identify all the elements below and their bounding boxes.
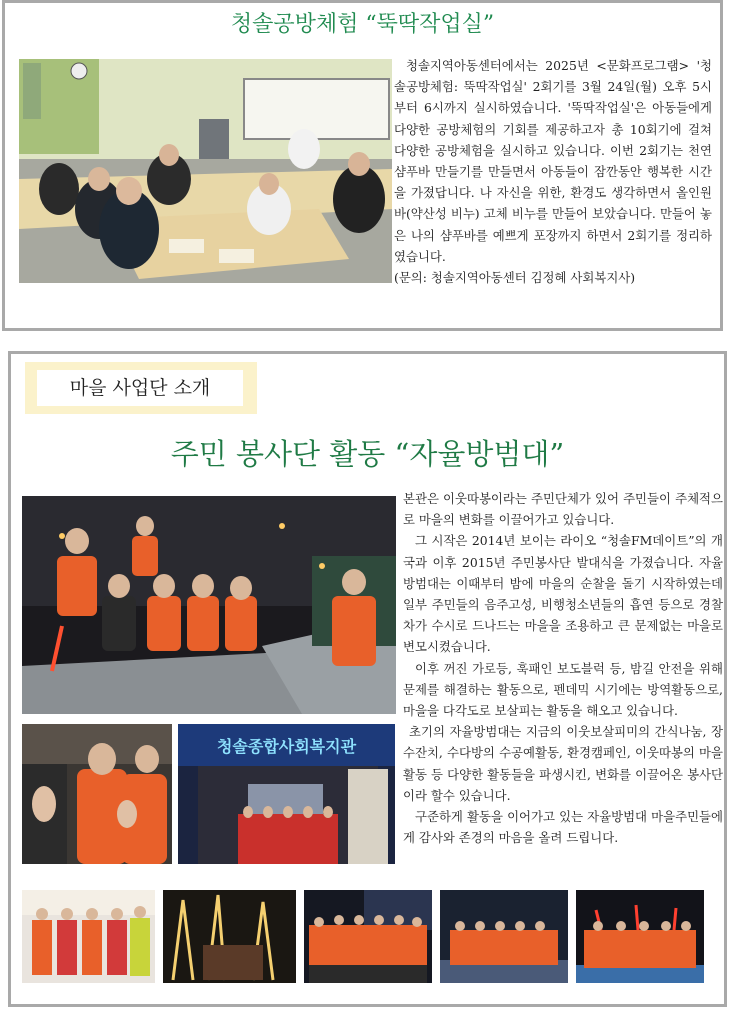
patrol-paragraph-5: 구준하게 활동을 이어가고 있는 자율방범대 마을주민들에게 감사와 존경의 마음을 올려 드립니다. — [403, 809, 723, 846]
patrol-paragraph-1: 본관은 이웃따봉이라는 주민단체가 있어 주민들이 주체적으로 마을의 변화를 이끌어가고 있습니다. — [403, 491, 723, 528]
patrol-group-night-photo — [22, 496, 396, 714]
patrol-photo-thumb-5 — [576, 890, 704, 983]
patrol-photo-thumb-1 — [22, 890, 155, 983]
patrol-photo-thumb-2 — [163, 890, 296, 983]
welfare-center-entrance-photo — [178, 724, 395, 864]
workshop-classroom-photo — [19, 59, 392, 283]
workshop-contact: (문의: 청솔지역아동센터 김정혜 사회복지사) — [394, 270, 636, 286]
workshop-body-text: 청솔지역아동센터에서는 2025년 <문화프로그램> '청솔공방체험: 뚝딱작업실' 2회기를 3월 24일(월) 오후 5시부터 6시까지 실시하였습니다. '뚝딱작업실'은 아동들에게 다양한 공방체험의 기회를 제공하고자 총 10회기에 걸쳐 다양한 공방체험을 실시하고 있습니다. 이번 2회기는 천연 샴푸바 만들기를 만들면서 아동들이 잠깐동안 행복한 시간을 가졌답니다. 나 자신을 위한, 환경도 생각하면서 올인원바(약산성 비누) 고체 비누를 만들어 보았습니다. 만들어 놓은 나의 샴푸바를 예쁘게 포장까지 하면서 2회기를 정리하였습니다. — [394, 58, 712, 264]
patrol-photo-thumb-4 — [440, 890, 568, 983]
section-badge — [25, 362, 257, 414]
workshop-body — [394, 55, 712, 288]
workshop-title: 청솔공방체험 “뚝딱작업실” — [230, 12, 495, 37]
patrol-article — [8, 351, 727, 1007]
patrol-paragraph-3: 이후 꺼진 가로등, 훅패인 보도블럭 등, 밤길 안전을 위해 문제를 해결하는 활동으로, 펜데믹 시기에는 방역활동으로, 마을을 다각도로 보살피는 활동을 해오고 있습니다. — [403, 660, 723, 719]
welfare-center-sign: 청솔종합사회복지관 — [216, 737, 357, 756]
patrol-volunteers-photo — [22, 724, 172, 864]
workshop-article — [2, 0, 723, 331]
patrol-photo-thumb-3 — [304, 890, 432, 983]
patrol-paragraph-4: 초기의 자율방범대는 지금의 이웃보살피미의 간식나눔, 장수잔치, 수다방의 수공예활동, 환경캠페인, 이웃따봉의 마을활동 등 다양한 활동들을 파생시킨, 변화를 이끌어온 봉사단이라 할수 있습니다. — [403, 724, 723, 803]
patrol-body — [403, 488, 723, 848]
patrol-title: 주민 봉사단 활동 “자율방범대” — [170, 437, 565, 471]
section-badge-label: 마을 사업단 소개 — [37, 370, 243, 406]
patrol-paragraph-2: 그 시작은 2014년 보이는 라이오 “청솔FM데이트”의 개국과 이후 2015년 주민봉사단 발대식을 가졌습니다. 자율방범대는 이때부터 밤에 마을의 순찰을 돌기 시작하였는데 일부 주민들의 음주고성, 비행청소년들의 흡연 등으로 경찰차가 수시로 드나드는 마을을 조용하고 큰 문제없는 마을로 변모시켰습니다. — [403, 533, 723, 655]
